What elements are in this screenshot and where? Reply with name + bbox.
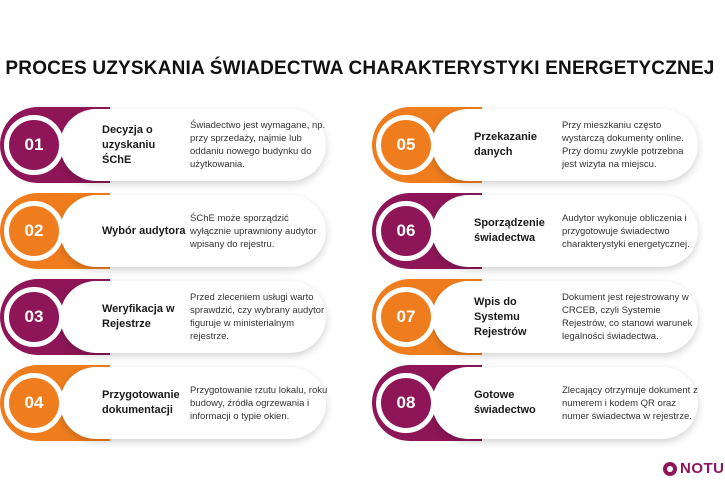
step-title: Decyzja o uzyskaniu ŚChE	[102, 123, 156, 166]
step-description: Dokument jest rejestrowany w CRCEB, czyli Systemie Rejestrów, co stanowi warunek legalności świadectwa.	[562, 292, 693, 342]
step-description: Przed zleceniem usługi warto sprawdzić, czy wybrany audytor figuruje w ministerialnym rejestrze.	[190, 292, 325, 342]
step-number: 07	[376, 287, 436, 347]
step-title: Wybór audytora	[102, 224, 186, 237]
notus-logo-icon	[663, 462, 677, 476]
step-title: Przygotowanie dokumentacji	[102, 389, 180, 416]
step-description: ŚChE może sporządzić wyłącznie uprawniony audytor wpisany do rejestru.	[190, 212, 317, 250]
step-description: Świadectwo jest wymagane, np. przy sprzedaży, najmie lub oddaniu nowego budynku do użytkowania.	[190, 120, 326, 170]
step-description: Przygotowanie rzutu lokalu, roku budowy, źródła ogrzewania i informacji o typie okien.	[190, 384, 328, 422]
page-title: PROCES UZYSKANIA ŚWIADECTWA CHARAKTERYSTYKI ENERGETYCZNEJ	[5, 58, 715, 79]
step-card	[372, 107, 702, 183]
step-title: Gotowe świadectwo	[474, 389, 536, 416]
step-number: 03	[4, 287, 64, 347]
step-description: Audytor wykonuje obliczenia i przygotowuje świadectwo charakterystyki energetycznej.	[562, 212, 690, 250]
step-number: 01	[4, 115, 64, 175]
step-number: 05	[376, 115, 436, 175]
step-title: Wpis do Systemu Rejestrów	[474, 295, 527, 338]
step-card	[372, 365, 702, 441]
logo-text: NOTU	[680, 460, 725, 477]
step-number: 02	[4, 201, 64, 261]
step-number: 08	[376, 373, 436, 433]
step-number: 06	[376, 201, 436, 261]
step-title: Weryfikacja w Rejestrze	[102, 303, 175, 330]
step-title: Przekazanie danych	[474, 131, 537, 158]
step-card	[0, 365, 330, 441]
step-card	[0, 193, 330, 269]
step-card	[372, 279, 702, 355]
step-number: 04	[4, 373, 64, 433]
step-card	[0, 107, 330, 183]
step-description: Zlecający otrzymuje dokument z numerem i kodem QR oraz numer świadectwa w rejestrze.	[562, 384, 698, 422]
step-card	[372, 193, 702, 269]
step-title: Sporządzenie świadectwa	[474, 217, 545, 244]
step-description: Przy mieszkaniu często wystarczą dokumenty online. Przy domu zwykle potrzebna jest wizyta na miejscu.	[562, 120, 684, 170]
step-card	[0, 279, 330, 355]
brand-logo	[663, 460, 725, 477]
